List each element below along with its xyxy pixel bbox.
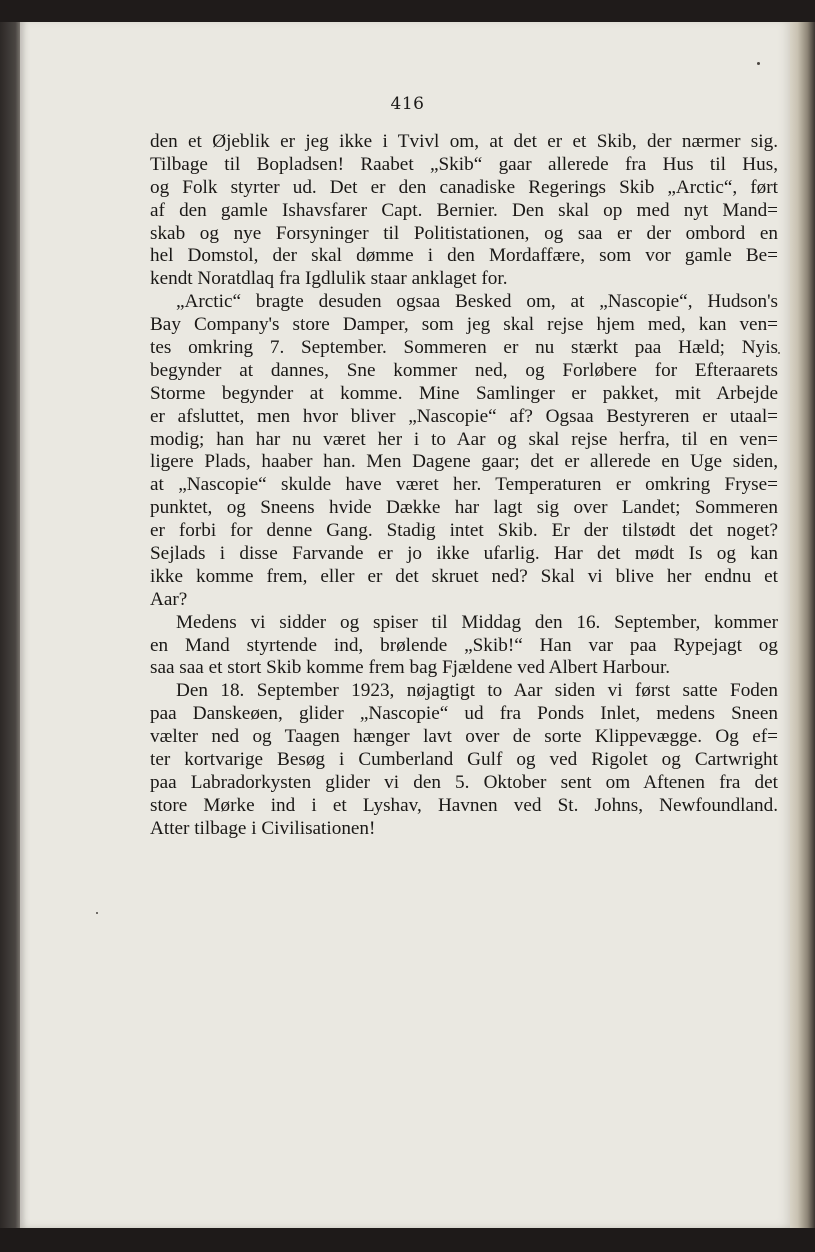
text-line: Tilbage til Bopladsen! Raabet „Skib“ gaar allerede fra Hus til Hus, [150,153,778,175]
text-line: Atter tilbage i Civilisationen! [150,817,376,839]
text-line: kendt Noratdlaq fra Igdlulik staar anklaget for. [150,268,508,290]
text-line: ligere Plads, haaber han. Men Dagene gaar; det er allerede en Uge siden, [150,451,778,473]
text-line: paa Labradorkysten glider vi den 5. Oktober sent om Aftenen fra det [150,771,778,793]
text-line: af den gamle Ishavsfarer Capt. Bernier. Den skal op med nyt Mand= [150,199,778,221]
text-line: ter kortvarige Besøg i Cumberland Gulf og ved Rigolet og Cartwright [150,749,778,771]
scan-top-border [0,0,815,22]
text-line: hel Domstol, der skal dømme i den Mordaffære, som vor gamle Be= [150,245,778,267]
text-line: begynder at dannes, Sne kommer ned, og Forløbere for Efteraarets [150,359,778,381]
text-line: og Folk styrter ud. Det er den canadiske Regerings Skib „Arctic“, ført [150,176,778,198]
text-line: er forbi for denne Gang. Stadig intet Skib. Er der tilstødt det noget? [150,520,778,542]
paper-speck [96,912,98,914]
text-line: „Arctic“ bragte desuden ogsaa Besked om, at „Nascopie“, Hudson's [176,291,778,313]
text-line: paa Danskeøen, glider „Nascopie“ ud fra Ponds Inlet, medens Sneen [150,703,778,725]
text-line: Storme begynder at komme. Mine Samlinger er pakket, mit Arbejde [150,382,778,404]
text-line: ikke komme frem, eller er det skruet ned? Skal vi blive her endnu et [150,565,778,587]
text-line: tes omkring 7. September. Sommeren er nu stærkt paa Hæld; Nyis [150,337,778,359]
text-line: saa saa et stort Skib komme frem bag Fjældene ved Albert Harbour. [150,657,671,679]
text-line: at „Nascopie“ skulde have været her. Temperaturen er omkring Fryse= [150,474,778,496]
text-line: den et Øjeblik er jeg ikke i Tvivl om, at det er et Skib, der nærmer sig. [150,131,778,152]
text-line: Medens vi sidder og spiser til Middag den 16. September, kommer [176,611,778,633]
text-line: punktet, og Sneens hvide Dække har lagt sig over Landet; Sommeren [150,497,778,519]
text-line: er afsluttet, men hvor bliver „Nascopie“ af? Ogsaa Bestyreren er utaal= [150,405,778,427]
text-line: Den 18. September 1923, nøjagtigt to Aar siden vi først satte Foden [176,680,778,702]
text-line: Sejlads i disse Farvande er jo ikke ufarlig. Har det mødt Is og kan [150,543,778,565]
scan-left-border [0,0,22,1252]
text-line: vælter ned og Taagen hænger lavt over de sorte Klippevægge. Og ef= [150,726,778,748]
page-edge [790,22,815,1230]
text-line: skab og nye Forsyninger til Politistationen, og saa er der ombord en [150,222,778,244]
body-text [150,131,780,841]
page-number: 416 [390,94,425,114]
text-line: Aar? [150,588,188,610]
paper-speck [757,62,760,65]
text-line: store Mørke ind i et Lyshav, Havnen ved St. Johns, Newfoundland. [150,794,778,816]
scan-bottom-border [0,1228,815,1252]
text-line: Bay Company's store Damper, som jeg skal rejse hjem med, kan ven= [150,314,778,336]
text-line: en Mand styrtende ind, brølende „Skib!“ Han var paa Rypejagt og [150,634,778,656]
text-line: modig; han har nu været her i to Aar og skal rejse herfra, til en ven= [150,428,778,450]
